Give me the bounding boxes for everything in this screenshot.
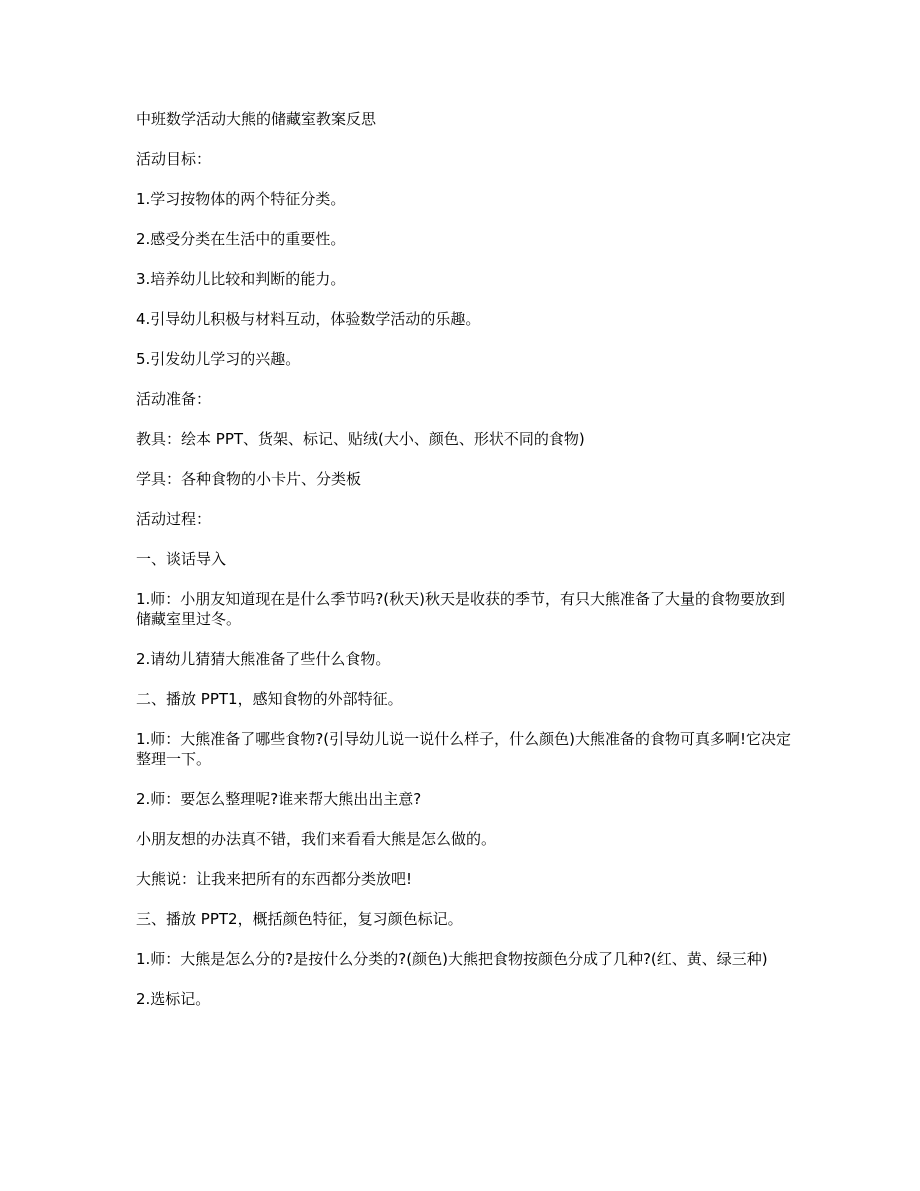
paragraph: 活动目标：: [136, 150, 212, 168]
paragraph: 2.师：要怎么整理呢?谁来帮大熊出出主意?: [136, 790, 422, 808]
paragraph: 5.引发幼儿学习的兴趣。: [136, 350, 301, 368]
document-title: 中班数学活动大熊的储藏室教案反思: [136, 110, 377, 128]
paragraph: 活动过程：: [136, 510, 212, 528]
paragraph: 活动准备：: [136, 390, 212, 408]
paragraph: 2.感受分类在生活中的重要性。: [136, 230, 346, 248]
paragraph: 3.培养幼儿比较和判断的能力。: [136, 270, 346, 288]
paragraph: 教具：绘本 PPT、货架、标记、贴绒(大小、颜色、形状不同的食物): [136, 430, 585, 448]
paragraph: 2.选标记。: [136, 990, 211, 1008]
paragraph: 三、播放 PPT2，概括颜色特征，复习颜色标记。: [136, 910, 463, 928]
paragraph: 1.师：大熊是怎么分的?是按什么分类的?(颜色)大熊把食物按颜色分成了几种?(红、黄、绿三种): [136, 950, 768, 968]
paragraph: 2.请幼儿猜猜大熊准备了些什么食物。: [136, 650, 391, 668]
paragraph: 1.师：大熊准备了哪些食物?(引导幼儿说一说什么样子，什么颜色)大熊准备的食物可真多啊!它决定整理一下。: [136, 730, 791, 768]
paragraph: 小朋友想的办法真不错，我们来看看大熊是怎么做的。: [136, 830, 497, 848]
paragraph: 一、谈话导入: [136, 550, 227, 568]
paragraph: 二、播放 PPT1，感知食物的外部特征。: [136, 690, 403, 708]
paragraph: 1.师：小朋友知道现在是什么季节吗?(秋天)秋天是收获的季节，有只大熊准备了大量的食物要放到储藏室里过冬。: [136, 590, 785, 628]
paragraph: 4.引导幼儿积极与材料互动，体验数学活动的乐趣。: [136, 310, 481, 328]
paragraph: 学具：各种食物的小卡片、分类板: [136, 470, 362, 488]
paragraph: 大熊说：让我来把所有的东西都分类放吧!: [136, 870, 413, 888]
document-body: [136, 109, 792, 1029]
paragraph: 1.学习按物体的两个特征分类。: [136, 190, 346, 208]
